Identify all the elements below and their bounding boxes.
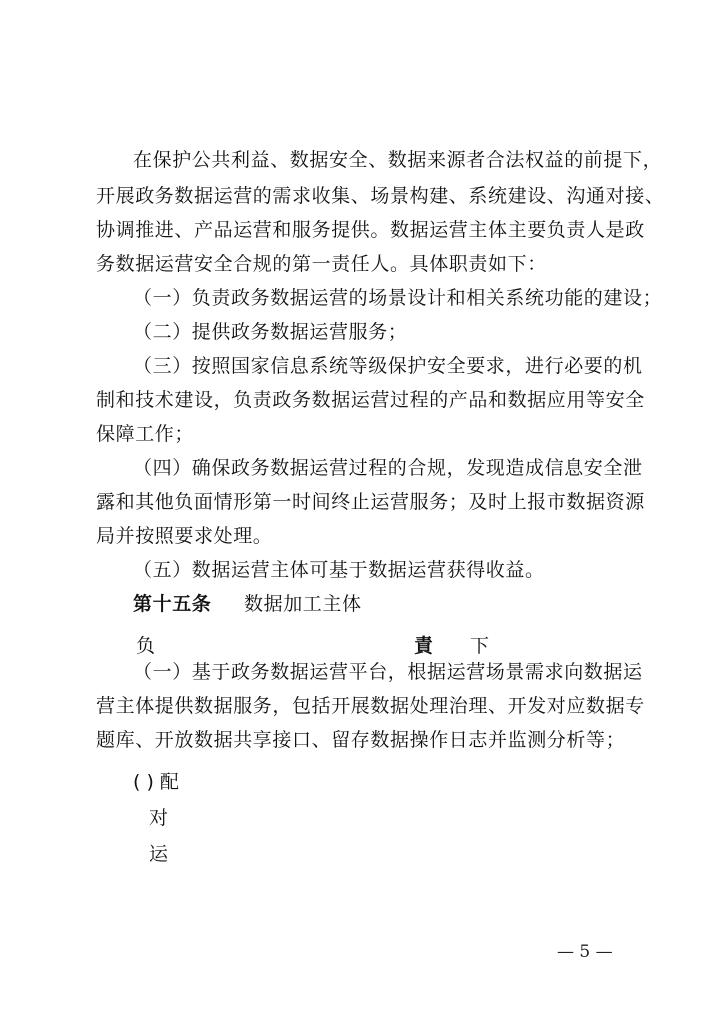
fragment-line: 运 bbox=[149, 843, 169, 865]
paragraph-line: 协调推进、产品运营和服务提供。数据运营主体主要负责人是政 bbox=[96, 219, 645, 241]
list-item: （二）提供政务数据运营服务； bbox=[133, 321, 408, 343]
list-item-continuation: 制和技术建设，负责政务数据运营过程的产品和数据应用等安全 bbox=[96, 389, 645, 411]
list-item: （三）按照国家信息系统等级保护安全要求，进行必要的机 bbox=[133, 355, 643, 377]
fragment-char: 负 bbox=[136, 635, 156, 657]
fragment-line: ( ) 配 bbox=[133, 771, 179, 793]
list-item: （一）负责政务数据运营的场景设计和相关系统功能的建设； bbox=[133, 287, 663, 309]
page-number: — 5 — bbox=[557, 942, 613, 962]
list-item-continuation: 局并按照要求处理。 bbox=[96, 525, 273, 547]
fragment-char: 下 bbox=[470, 635, 490, 657]
list-item: （一）基于政务数据运营平台，根据运营场景需求向数据运 bbox=[133, 661, 643, 683]
paragraph-line: 务数据运营安全合规的第一责任人。具体职责如下： bbox=[96, 253, 547, 275]
article-heading: 第十五条 bbox=[133, 593, 212, 615]
paragraph-line: 开展政务数据运营的需求收集、场景构建、系统建设、沟通对接、 bbox=[96, 185, 665, 207]
paragraph-line: 在保护公共利益、数据安全、数据来源者合法权益的前提下， bbox=[133, 149, 663, 171]
list-item-continuation: 保障工作； bbox=[96, 423, 195, 445]
fragment-char: 責 bbox=[414, 635, 434, 657]
fragment-line: 对 bbox=[149, 807, 169, 829]
list-item-continuation: 营主体提供数据服务，包括开展数据处理治理、开发对应数据专 bbox=[96, 695, 645, 717]
list-item-continuation: 题库、开放数据共享接口、留存数据操作日志并监测分析等； bbox=[96, 729, 626, 751]
list-item: （五）数据运营主体可基于数据运营获得收益。 bbox=[133, 559, 545, 581]
list-item: （四）确保政务数据运营过程的合规，发现造成信息安全泄 bbox=[133, 457, 643, 479]
list-item-continuation: 露和其他负面情形第一时间终止运营服务；及时上报市数据资源 bbox=[96, 491, 645, 513]
article-title: 数据加工主体 bbox=[244, 593, 362, 615]
